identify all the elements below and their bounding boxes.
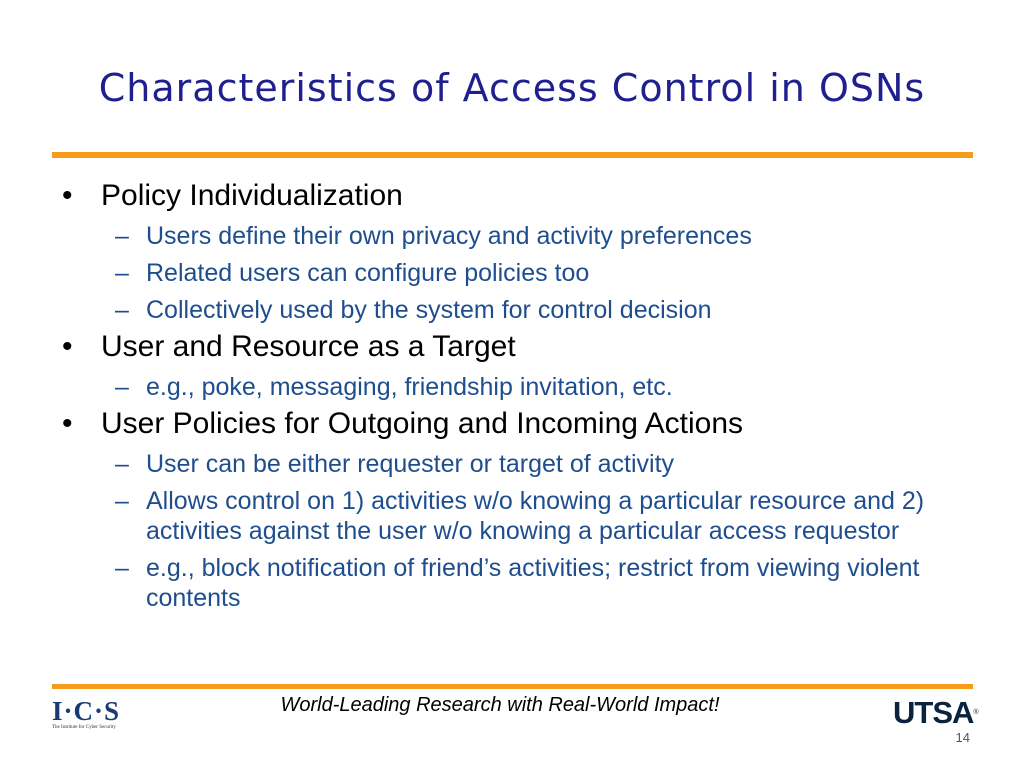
sub-bullet-dash-icon: –: [115, 259, 129, 287]
sub-bullet-text: Collectively used by the system for control decision: [146, 296, 712, 324]
footer-divider: [52, 684, 973, 689]
utsa-logo: [893, 695, 979, 731]
bullet-dot-icon: •: [62, 407, 73, 440]
sub-bullet-text: e.g., poke, messaging, friendship invitation, etc.: [146, 373, 673, 401]
sub-bullet-item: [60, 553, 970, 613]
registered-mark-icon: ®: [973, 709, 979, 716]
sub-bullet-text: e.g., block notification of friend’s activities; restrict from viewing violent contents: [146, 554, 920, 612]
sub-bullet-item: [60, 221, 970, 251]
sub-bullet-item: [60, 449, 970, 479]
sub-bullet-dash-icon: –: [115, 487, 129, 515]
sub-bullet-item: [60, 295, 970, 325]
sub-bullet-text: Allows control on 1) activities w/o knowing a particular resource and 2) activities against the user w/o knowing a particular access requestor: [146, 487, 925, 545]
sub-bullet-dash-icon: –: [115, 450, 129, 478]
bullet-text: User and Resource as a Target: [101, 330, 516, 363]
bullet-item: [60, 406, 970, 442]
bullet-item: [60, 329, 970, 365]
sub-bullet-text: Related users can configure policies too: [146, 259, 590, 287]
page-number: 14: [955, 730, 970, 745]
slide-content: [60, 178, 970, 613]
sub-bullet-item: [60, 258, 970, 288]
sub-bullet-text: Users define their own privacy and activity preferences: [146, 222, 752, 250]
sub-bullet-dash-icon: –: [115, 222, 129, 250]
utsa-logo-text: UTSA: [893, 695, 974, 730]
bullet-item: [60, 178, 970, 214]
slide-title: Characteristics of Access Control in OSNs: [98, 66, 926, 110]
sub-bullet-dash-icon: –: [115, 373, 129, 401]
ics-logo-mark: I·C·S: [52, 696, 121, 726]
bullet-text: Policy Individualization: [101, 179, 403, 212]
bullet-dot-icon: •: [62, 330, 73, 363]
title-divider: [52, 152, 973, 158]
sub-bullet-dash-icon: –: [115, 296, 129, 324]
ics-logo-subtitle: The Institute for Cyber Security: [52, 725, 116, 730]
footer-tagline: World-Leading Research with Real-World Impact!: [280, 694, 720, 716]
bullet-dot-icon: •: [62, 179, 73, 212]
sub-bullet-item: [60, 486, 970, 546]
sub-bullet-item: [60, 372, 970, 402]
sub-bullet-dash-icon: –: [115, 554, 129, 582]
bullet-text: User Policies for Outgoing and Incoming Actions: [101, 407, 743, 440]
sub-bullet-text: User can be either requester or target of activity: [146, 450, 675, 478]
